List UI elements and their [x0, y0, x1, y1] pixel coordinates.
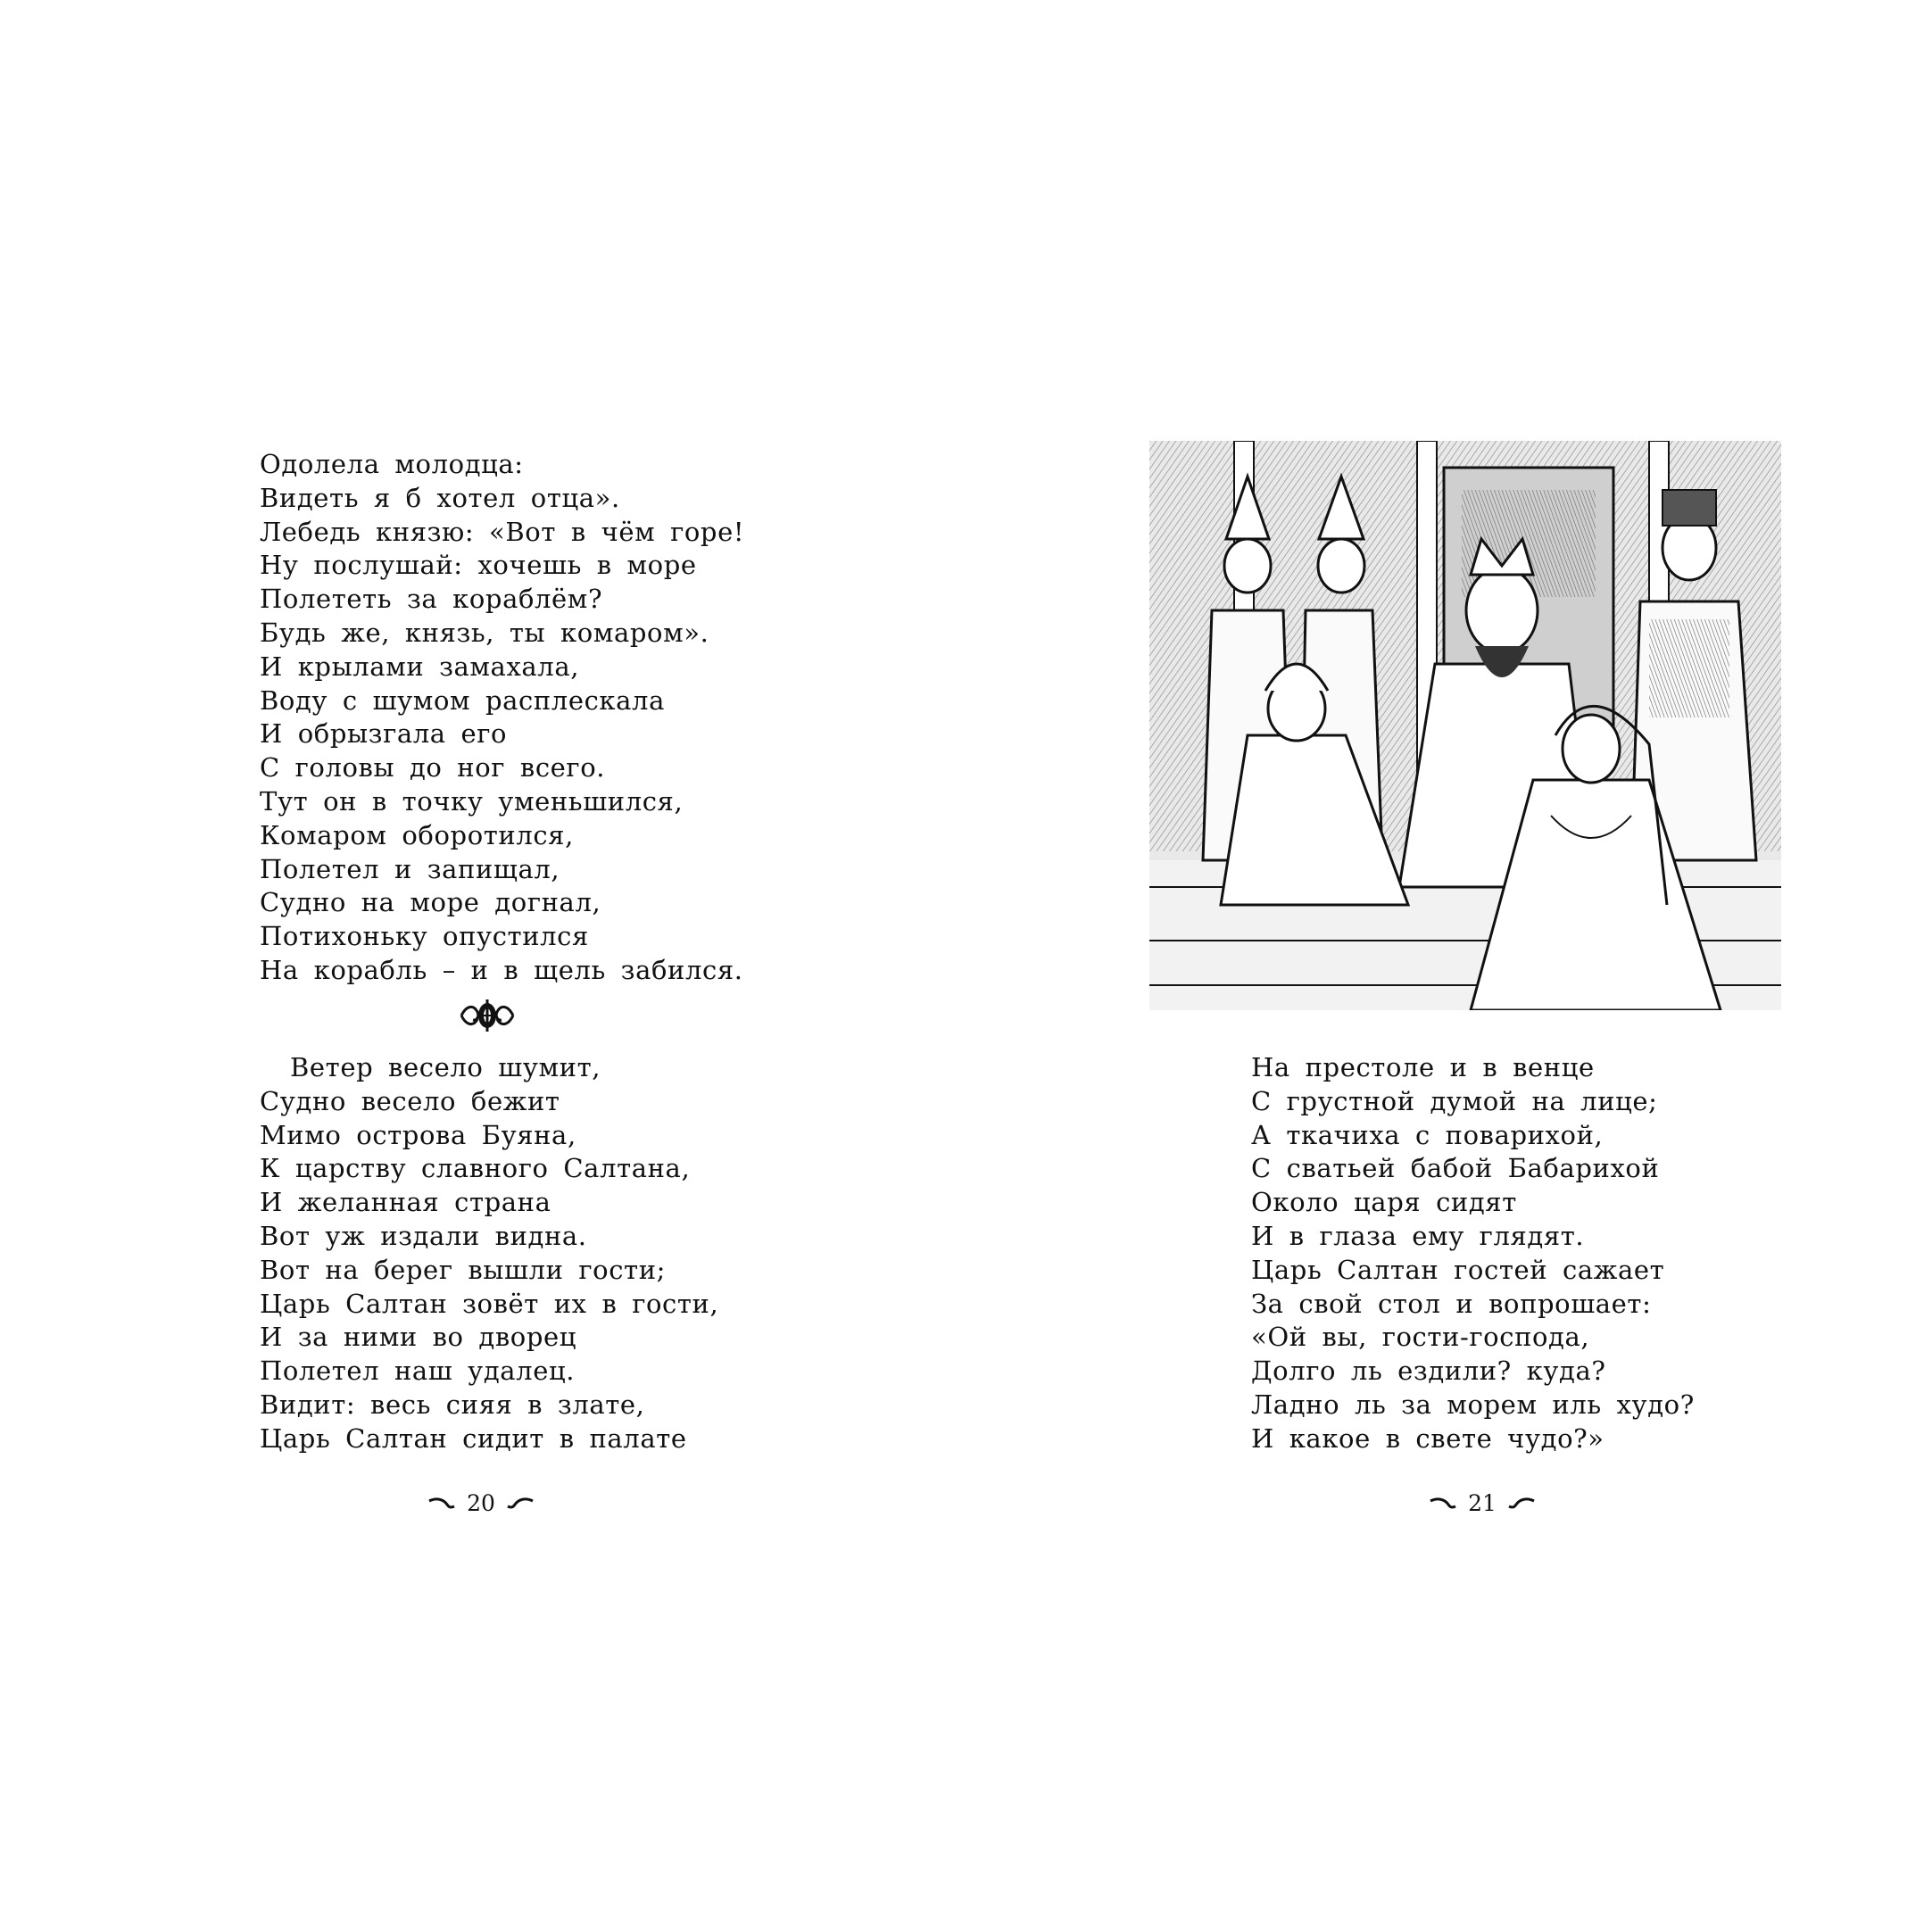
verse-line: С грустной думой на лице; [1251, 1085, 1658, 1116]
verse-line: Полетел наш удалец. [260, 1356, 576, 1387]
verse-line: На престоле и в венце [1251, 1052, 1595, 1082]
verse-line: К царству славного Салтана, [260, 1153, 691, 1184]
verse-line: Судно на море догнал, [260, 887, 601, 918]
verse-line: И желанная страна [260, 1187, 551, 1218]
verse-line: С головы до ног всего. [260, 752, 606, 784]
verse-line: Долго ль ездили? куда? [1251, 1356, 1606, 1387]
verse-line: Одолела молодца: [260, 449, 524, 479]
verse-line: Потихоньку опустился [260, 921, 589, 952]
verse-line: Ну послушай: хочешь в море [260, 550, 697, 581]
verse-line: Воду с шумом расплескала [260, 684, 665, 716]
verse-line: На корабль – и в щель забился. [260, 954, 743, 985]
verse-line: «Ой вы, гости-господа, [1251, 1322, 1590, 1353]
fleuron-icon [460, 998, 515, 1033]
verse-stanza [1251, 1051, 1695, 1456]
verse-line: Судно весело бежит [260, 1085, 560, 1116]
verse-line: За свой стол и вопрошает: [1251, 1288, 1652, 1319]
verse-line: Ветер весело шумит, [290, 1052, 601, 1082]
verse-line: Царь Салтан гостей сажает [1251, 1254, 1665, 1285]
verse-line: Вот на берег вышли гости; [260, 1254, 667, 1285]
verse-line: И крылами замахала, [260, 651, 580, 682]
verse-line: Около царя сидят [1251, 1187, 1517, 1218]
verse-line: Вот уж издали видна. [260, 1220, 587, 1251]
page-number-text: 20 [467, 1490, 495, 1516]
verse-line: Видит: весь сияя в злате, [260, 1389, 645, 1420]
verse-line: И какое в свете чудо?» [1251, 1422, 1604, 1454]
verse-line: Видеть я б хотел отца». [260, 482, 620, 513]
verse-line: Будь же, князь, ты комаром». [260, 617, 709, 648]
verse-line: Тут он в точку уменьшился, [260, 785, 684, 817]
verse-line: Ладно ль за морем иль худо? [1251, 1389, 1695, 1420]
right-page [966, 0, 1932, 1932]
tsar-court-illustration-icon [1149, 441, 1781, 1010]
verse-line: И в глаза ему глядят. [1251, 1220, 1585, 1251]
verse-line: Лебедь князю: «Вот в чём горе! [260, 516, 745, 547]
verse-line: И за ними во дворец [260, 1322, 577, 1353]
verse-stanza [260, 448, 744, 988]
verse-line: А ткачиха с поварихой, [1251, 1119, 1604, 1150]
verse-line: Полететь за кораблём? [260, 584, 603, 615]
page-number [427, 1488, 535, 1521]
verse-line: С сватьей бабой Бабарихой [1251, 1153, 1660, 1184]
verse-line: Комаром оборотился, [260, 819, 574, 850]
verse-line: И обрызгала его [260, 718, 508, 750]
verse-line: Царь Салтан сидит в палате [260, 1422, 687, 1454]
verse-line: Полетел и запищал, [260, 853, 560, 884]
page-number-text: 21 [1468, 1490, 1497, 1516]
verse-stanza [260, 1051, 718, 1456]
verse-line: Царь Салтан зовёт их в гости, [260, 1288, 719, 1319]
page-number [1429, 1488, 1536, 1521]
verse-line: Мимо острова Буяна, [260, 1119, 576, 1150]
